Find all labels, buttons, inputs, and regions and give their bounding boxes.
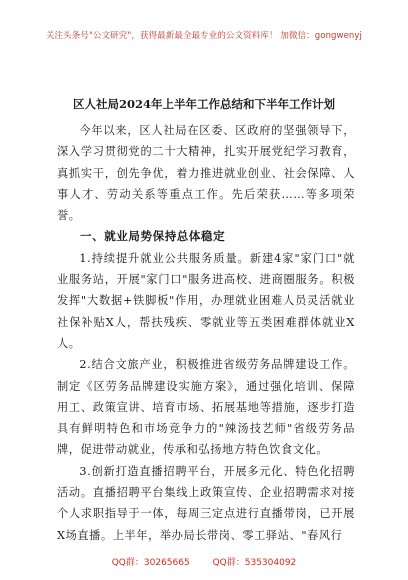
- document-body: [57, 120, 355, 546]
- paragraph-item-3: 3.创新打造直播招聘平台，开展多元化、特色化招聘活动。直播招聘平台集线上政策宣传、企业招聘需求对接个人求职指导于一体，每周三定点进行直播带岗，已开展X场直播。上半年，举办局长带岗、零工驿站、"春风行: [57, 464, 355, 542]
- section-heading: 一、就业局势保持总体稳定: [80, 229, 226, 244]
- top-banner: 关注头条号"公文研究"，获得最新最全最专业的公文资料库！ 加微信：gongwenyj: [45, 31, 363, 41]
- footer-bar: [0, 555, 408, 568]
- paragraph-item-2: 2.结合文旅产业，积极推进省级劳务品牌建设工作。制定《区劳务品牌建设实施方案》，通过强化培训、保障用工、政策宣讲、培育市场、拓展基地等措施，逐步打造具有鲜明特色和市场竞争力的"辣汤技艺师"省级劳务品牌，促进带动就业，传承和弘扬地方特色饮食文化。: [57, 358, 355, 457]
- footer-qq-group-1: QQ群：30265665: [111, 558, 190, 568]
- document-title: 区人社局2024年上半年工作总结和下半年工作计划: [72, 97, 335, 111]
- footer-qq-group-2: QQ群：535304092: [212, 558, 297, 568]
- intro-paragraph: 今年以来，区人社局在区委、区政府的坚强领导下，深入学习贯彻党的二十大精神，扎实开展党纪学习教育，真抓实干，创先争优，着力推进就业创业、社会保障、人事人才、劳动关系等重点工作。先后荣获……等多项荣誉。: [57, 124, 355, 223]
- paragraph-item-1: 1.持续提升就业公共服务质量。新建4家"家门口"就业服务站，开展"家门口"服务进高校、进商圈服务。积极发挥"大数据+铁脚板"作用，办理就业困难人员灵活就业社保补贴X人，帮扶残疾、零就业等五类困难群体就业X人。: [57, 251, 355, 350]
